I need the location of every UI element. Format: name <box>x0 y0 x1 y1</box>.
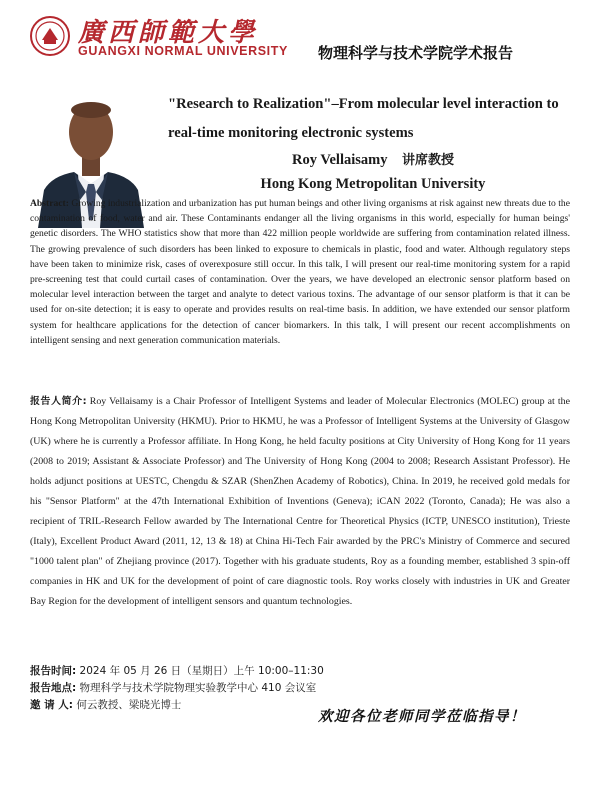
talk-title: "Research to Realization"–From molecular level interaction to real-time monitoring electronic systems <box>168 96 559 141</box>
abstract-text: Growing industrialization and urbanization has put human beings and other living organisms at risk against new threats due to the contamination of food, water and air. These Contaminants endanger all the living organisms in this world, especially for human beings' genetic disorders. The WHO statistics show that more than 422 million people worldwide are suffering from contamination related illness. The growing prevalence of such disorders has been linked to exposure to chemicals in plastic, food and water. Although regulatory steps have been taken to minimize risk, cases of overexposure still occur. In this talk, I will present our real-time monitoring system for a rapid pre-screening test that could curtail cases of contamination. Over the years, we have developed an electronic sensor platform based on molecular level interaction between the target and analyte to detect various toxins. The advantage of our sensor platform is that it can be used for on-site detection; it is easy to operate and provides results on real-time basis. In addition, we have extended our sensor platform system for healthcare applications for the detection of cancer biomarkers. In this talk, I will present our recent accomplishments on intelligent sensing and next generation communication materials. <box>30 198 570 346</box>
abstract-label: Abstract: <box>30 198 69 209</box>
logo-chinese-name: 廣西師範大學 <box>78 18 259 48</box>
time-label: 报告时间: <box>30 665 77 677</box>
speaker-line <box>168 148 578 173</box>
info-place <box>30 680 570 696</box>
welcome-message: 欢迎各位老师同学莅临指导！ <box>318 708 526 725</box>
series-title: 物理科学与技术学院学术报告 <box>318 44 514 62</box>
place-label: 报告地点: <box>30 682 77 694</box>
place-value: 物理科学与技术学院物理实验教学中心 410 会议室 <box>76 682 317 694</box>
speaker-name: Roy Vellaisamy <box>292 152 388 168</box>
speaker-title: 讲席教授 <box>401 153 454 168</box>
header <box>0 0 600 80</box>
affiliation: Hong Kong Metropolitan University <box>260 176 486 192</box>
logo-english-name: GUANGXI NORMAL UNIVERSITY <box>78 44 288 58</box>
info-time <box>30 663 570 679</box>
university-seal-icon <box>30 16 70 56</box>
bio-text: Roy Vellaisamy is a Chair Professor of Intelligent Systems and leader of Molecular Electronics (MOLEC) group at the Hong Kong Metropolitan University (HKMU). Prior to HKMU, he was a Professor of Intelligent Systems at the University of Glasgow (UK) where he is currently a Professor affiliate. In Hong Kong, he held faculty positions at City University of Hong Kong for 11 years (2008 to 2019; Assistant & Associate Professor) and The University of Hong Kong (2004 to 2008; Research Assistant Professor). He holds adjunct positions at UESTC, Chengdu & SZAR (ShenZhen Academy of Robotics), China. In 2019, he received gold medals for his "Sensor Platform" at the 47th International Exhibition of Inventions (Geneva); iCAN 2022 (Toronto, Canada); He was also a recipient of TRIL-Research Fellow awarded by The International Centre for Theoretical Physics (ICTP, UNESCO institution), Trieste (Italy), Excellent Product Award (2011, 12, 13 & 18) at China Hi-Tech Fair awarded by the PRC's Ministry of Commerce and secured "1000 talent plan" of Zhejiang province (2017). Together with his graduate students, Roy as a founding member, established 3 spin-off companies in HK and UK for the development of point of care diagnostic tools. Roy works closely with industries in UK and Greater Bay Region for the development of intelligent sensors and quantum technologies. <box>30 396 570 607</box>
abstract <box>30 196 570 348</box>
speaker-bio <box>30 392 570 612</box>
time-value: 2024 年 05 月 26 日（星期日）上午 10:00–11:30 <box>76 665 324 677</box>
host-value: 何云教授、梁晓光博士 <box>73 699 182 711</box>
bio-label: 报告人简介: <box>30 396 87 407</box>
host-label: 邀 请 人: <box>30 699 74 711</box>
